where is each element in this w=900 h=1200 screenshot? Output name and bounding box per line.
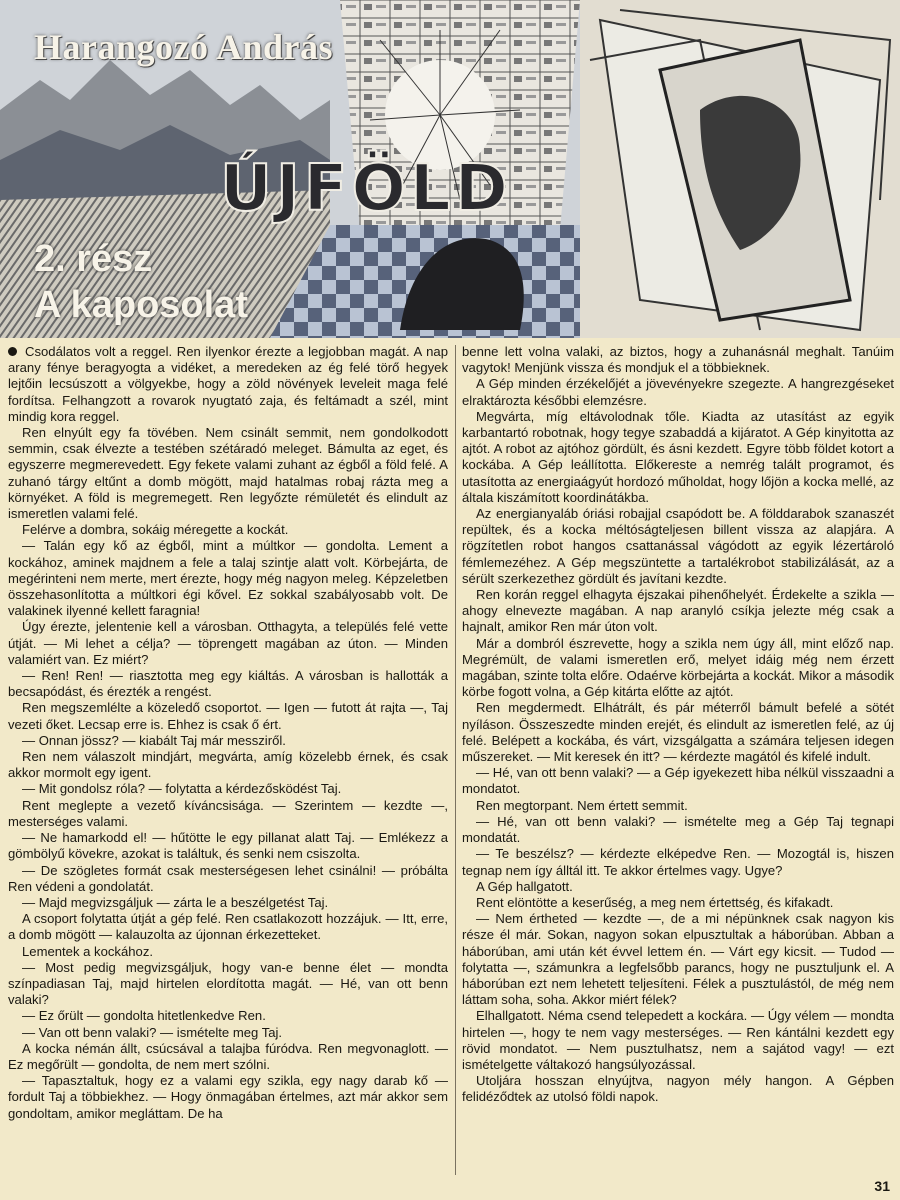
- chapter-title: A kaposolat: [34, 284, 248, 326]
- paragraph: Ren megszemlélte a közeledő csoportot. — Igen — futott át rajta —, Taj vezeti őket. Lecsap erre is. Ehhez is csak ő ért.: [8, 700, 448, 732]
- paragraph: Felérve a dombra, sokáig méregette a kockát.: [22, 522, 289, 538]
- paragraph: Ren nem válaszolt mindjárt, megvárta, amíg közelebb érnek, és csak akkor mormolt egy igent.: [8, 749, 448, 781]
- paragraph: — Most pedig megvizsgáljuk, hogy van-e benne élet — mondta színpadiasan Taj, majd hirtelen elordította magát. — Hé, van ott benn valaki?: [8, 959, 448, 1008]
- main-title: ÚJFÖLD: [220, 152, 512, 226]
- paragraph: — Hé, van ott benn valaki? — a Gép igyekezett hiba nélkül visszaadni a mondatot.: [462, 765, 894, 797]
- paragraph: — Mit gondolsz róla? — folytatta a kérdezősködést Taj.: [22, 781, 342, 797]
- paragraph: A kocka némán állt, csúcsával a talajba fúródva. Ren megvonaglott. — Ez megőrült — gondolta, de nem mert szólni.: [8, 1040, 448, 1072]
- paragraph: — Van ott benn valaki? — ismételte meg Taj.: [22, 1024, 283, 1040]
- author-name: Harangozó András: [34, 27, 334, 67]
- paragraph: — Tapasztaltuk, hogy ez a valami egy szikla, egy nagy darab kő — fordult Taj a többiekhez. — Hogy önmagában értelmes, azt már akkor sem gondoltam, amikor megláttam. De ha: [8, 1073, 448, 1121]
- paragraph: — Majd megvizsgáljuk — zárta le a beszélgetést Taj.: [22, 894, 329, 910]
- paragraph: — De szögletes formát csak mesterségesen lehet csinálni! — próbálta Ren védeni a gondolatát.: [8, 862, 448, 894]
- paragraph: — Onnan jössz? — kiabált Taj már messziről.: [22, 732, 286, 748]
- paragraph: Már a dombról észrevette, hogy a szikla nem úgy áll, mint előző nap. Megrémült, de valami ismeretlen erő, melyet idáig még nem érzett magában, szinte tolta előre. Odaérve körbejárta a kockát. Mikor a második körbe fogott volna, a Gép kitárta előtte az ajtót.: [462, 635, 894, 700]
- page-number: 31: [874, 1178, 890, 1194]
- paragraph: Ren megtorpant. Nem értett semmit.: [476, 797, 688, 813]
- column-divider: [455, 345, 456, 1175]
- paragraph: — Ne hamarkodd el! — hűtötte le egy pillanat alatt Taj. — Emlékezz a gömbölyű kövekre, azokat is találtuk, és senki nem csiszolta.: [8, 830, 448, 862]
- paragraph: — Nem értheted — kezdte —, de a mi népünknek csak nagyon kis része él már. Sokan, nagyon sokan elpusztultak a háborúban. Abban a háborúban, ami után két évvel lettem én. — Várt egy kicsit. — Tudod — folytatta —, számunkra a legfelsőbb parancs, hogy ne pusztuljunk el. A háborúban ezt nem lehetett teljesíteni. Félek a pusztulástól, de még nem láttam soha, soha. Akkor miért félek?: [462, 911, 894, 1008]
- paragraph: — Ez őrült — gondolta hitetlenkedve Ren.: [22, 1008, 266, 1024]
- paragraph: Ren korán reggel elhagyta éjszakai pihenőhelyét. Érdekelte a szikla — ahogy elnevezte magában. A nap aranyló csíkja jelezte még csak a hajnalt, amikor Ren már úton volt.: [462, 587, 894, 635]
- paragraph: — Ren! Ren! — riasztotta meg egy kiáltás. A városban is hallották a becsapódást, és érezték a rengést.: [8, 668, 448, 700]
- paragraph: Ren megdermedt. Elhátrált, és pár méterről bámult befelé a sötét nyíláson. Összeszedte minden erejét, és elindult az ismeretlen felé, az új felé. Belépett a kockába, és várt, vizsgálgatta a számára teljesen idegen műszereket. — Mit keresek én itt? — kérdezte magától és kifelé indult.: [462, 700, 894, 765]
- title-illustration: [0, 0, 900, 338]
- paragraph: — Te beszélsz? — kérdezte elképedve Ren. — Mozogtál is, hiszen tegnap nem így álltál itt. Te akkor értelmes vagy. Ugye?: [462, 846, 894, 878]
- right-text-column: [462, 344, 894, 1106]
- chapter-subtitle: [34, 236, 248, 328]
- paragraph: benne lett volna valaki, az biztos, hogy a zuhanásnál meghalt. Tanúim vagytok! Menjünk vissza és mondjuk el a többieknek.: [462, 344, 894, 376]
- bullet-icon: [8, 347, 17, 356]
- paragraph: Úgy érezte, jelentenie kell a városban. Otthagyta, a település felé vette útját. — Mi lehet a célja? — töprengett magában az úton. — Minden valamiért van. Ez miért?: [8, 619, 448, 667]
- paragraph: Lementek a kockához.: [22, 943, 154, 959]
- paragraph: Az energianyaláb óriási robajjal csapódott be. A földdarabok szanaszét repültek, és a kocka méltóságteljesen billent vissza az alapjára. A rögzítetlen robot hangos csattanással vágódott az egyik lézertároló fémlemezéhez. A Gép megszüntette a tartalékrobot stabilizálását, az a sérült szerkezethez gördült és javítani kezdte.: [462, 506, 894, 586]
- paragraph: — Hé, van ott benn valaki? — ismételte meg a Gép Taj tegnapi mondatát.: [462, 813, 894, 846]
- chapter-number: 2. rész: [34, 238, 153, 280]
- paragraph: A csoport folytatta útját a gép felé. Ren csatlakozott hozzájuk. — Itt, erre, a domb mögött — kalauzolta az újonnan érkezetteket.: [8, 911, 448, 943]
- paragraph: Rent meglepte a vezető kíváncsisága. — Szerintem — kezdte —, mesterséges valami.: [8, 797, 448, 829]
- paragraph: Ren elnyúlt egy fa tövében. Nem csinált semmit, nem gondolkodott semmin, csak élvezte a testében szétáradó meleget. Bámulta az eget, és egyszerre megmerevedett. Egy fekete valami zuhant az égből a föld felé. A zuhanó tárgy eltűnt a domb mögött, majd hatalmas robaj rázta meg a környéket. A föld is megremegett. Ren legyőzte rémületét és elindult az ismeretlen valami felé.: [8, 425, 448, 522]
- paragraph: Megvárta, míg eltávolodnak tőle. Kiadta az utasítást az egyik karbantartó robotnak, hogy tegye szabaddá a kijáratot. A Gép kinyitotta az ajtót. A robot az ajtóhoz gördült, és ásni kezdett. Egyre több földet kotort a kockába. A Gép leállította. Előkereste a nemrég talált programot, és utasította az energiaágyút hordozó műholdat, hogy lőjön a kocka mellé, az általa kiszámított koordinátákba.: [462, 408, 894, 505]
- paragraph: Elhallgatott. Néma csend telepedett a kockára. — Úgy vélem — mondta hirtelen —, hogy te nem vagy mesterséges. — Ren kántálni kezdett egy rövid mondatot. — Nem pusztulhatsz, nem a sajátod vagy! — ezt ismételgette váltakozó hangsúlyozással.: [462, 1008, 894, 1072]
- paragraph: Rent elöntötte a keserűség, a meg nem értettség, és kifakadt.: [476, 894, 834, 910]
- paragraph: Csodálatos volt a reggel. Ren ilyenkor érezte a legjobban magát. A nap arany fénye beragyogta a vidéket, a meredeken az ég felé törő hegyek lejtőin lecsúszott a völgyekbe, hogy a zöld növények leveleit maga felé fordítsa. Felhangzott a rovarok nyugtató zaja, és feltámadt a szél, mint mindig kora reggel.: [8, 344, 448, 424]
- paragraph: A Gép hallgatott.: [476, 878, 573, 894]
- paragraph: A Gép minden érzékelőjét a jövevényekre szegezte. A hangrezgéseket elraktározta későbbi elemzésre.: [462, 376, 894, 408]
- paragraph: — Talán egy kő az égből, mint a múltkor — gondolta. Lement a kockához, aminek majdnem a fele a talaj szintje alatt volt. Körbejárta, de megérinteni nem merte, mert érezte, hogy még nagyon meleg. Képzeletben összehasonlította a múltkori égi kővel. Ez sokkal szabályosabb volt. De valakinek ilyenné kellett faragnia!: [8, 538, 448, 619]
- paragraph: Utoljára hosszan elnyújtva, nagyon mély hangon. A Gépben felidéződtek az utolsó földi napok.: [462, 1073, 894, 1105]
- left-text-column: [8, 344, 448, 1122]
